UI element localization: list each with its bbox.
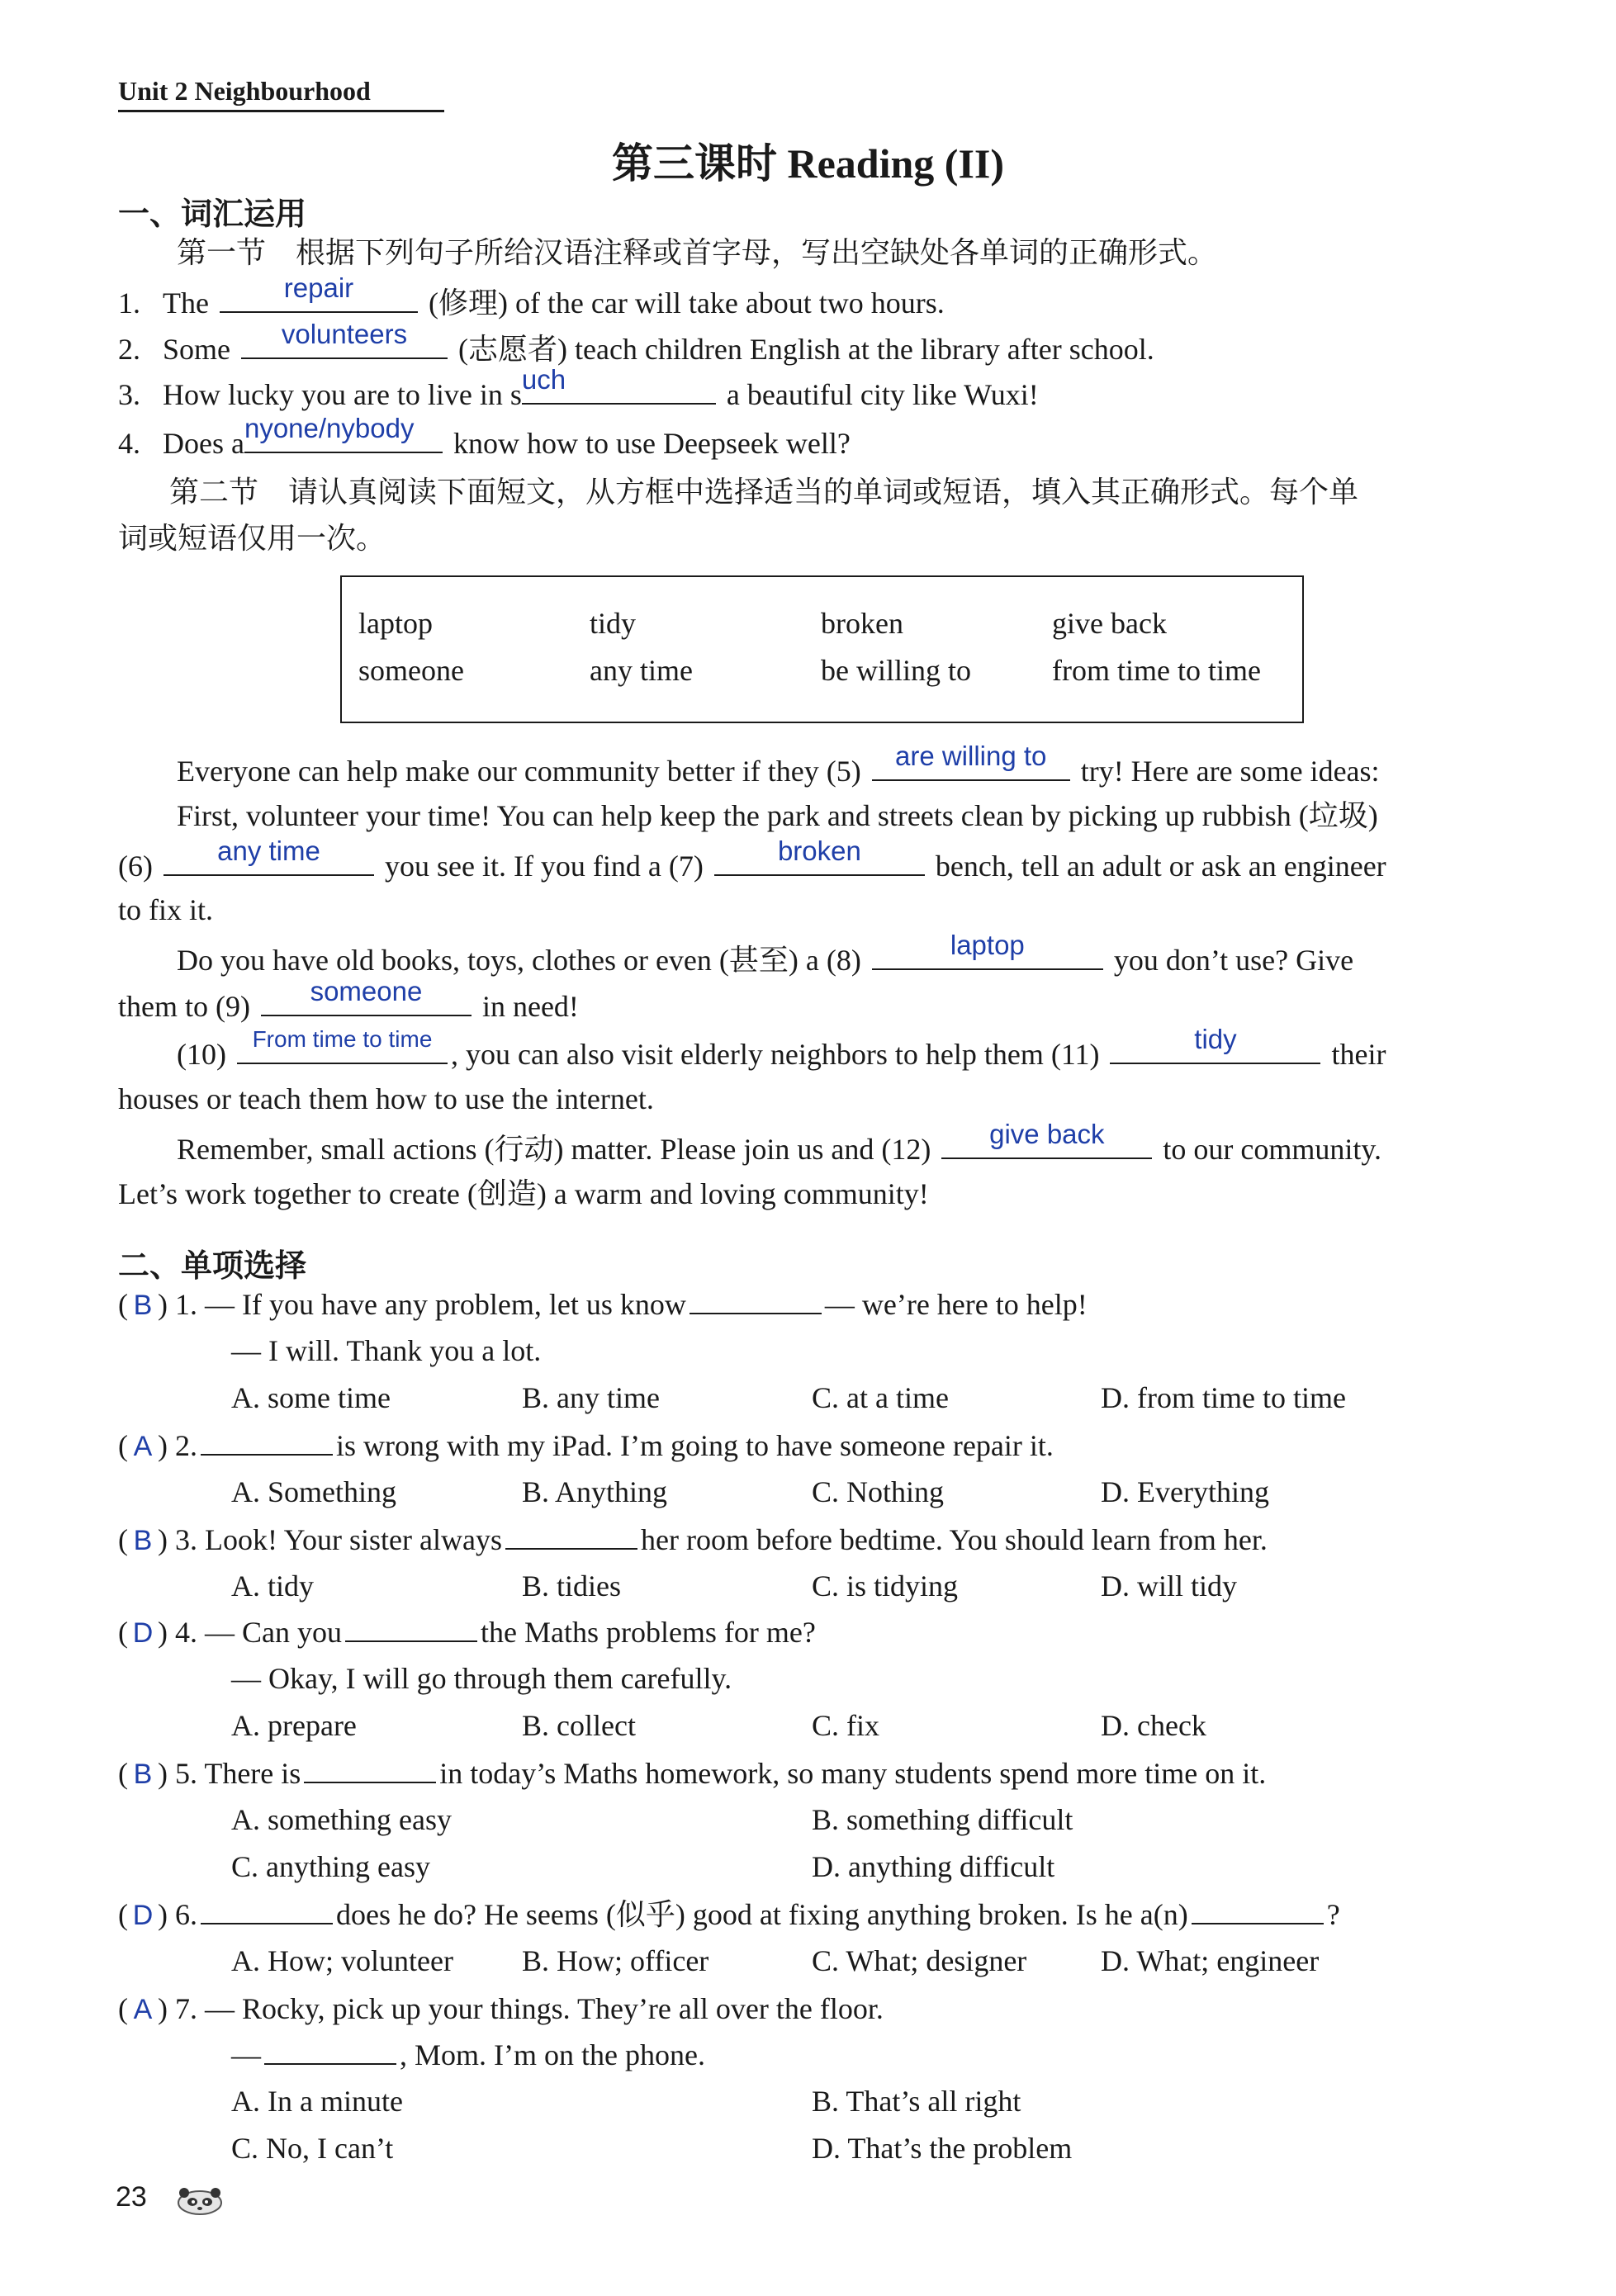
answer-blank[interactable] bbox=[220, 272, 418, 313]
part2-instruction-1: 第二节 请认真阅读下面短文，从方框中选择适当的单词或短语，填入其正确形式。每个单 bbox=[169, 476, 1359, 509]
mc-option[interactable]: C. What; designer bbox=[812, 1944, 1027, 1977]
mc-blank bbox=[201, 1898, 333, 1924]
mc-question-7-reply: — , Mom. I’m on the phone. bbox=[231, 2038, 705, 2071]
mc-option[interactable]: C. fix bbox=[812, 1709, 880, 1742]
mc-option[interactable]: D. anything difficult bbox=[812, 1850, 1055, 1883]
mc-question-7: ( A ) 7. — Rocky, pick up your things. They’re all over the floor. bbox=[118, 1991, 884, 2028]
mc-question-2: ( A ) 2. is wrong with my iPad. I’m going to have someone repair it. bbox=[118, 1427, 1054, 1465]
mc-blank bbox=[1192, 1898, 1324, 1924]
word-box-item: any time bbox=[590, 654, 693, 687]
unit-header: Unit 2 Neighbourhood bbox=[118, 76, 371, 106]
answer-blank-6[interactable]: any time bbox=[163, 846, 374, 876]
mc-option[interactable]: C. Nothing bbox=[812, 1475, 945, 1508]
mc-blank bbox=[690, 1288, 822, 1314]
section1-heading: 一、词汇运用 bbox=[118, 197, 307, 232]
answer-blank-7[interactable]: broken bbox=[714, 846, 925, 876]
mc-option[interactable]: B. How; officer bbox=[522, 1944, 709, 1977]
answer-blank-5[interactable]: are willing to bbox=[872, 751, 1070, 781]
mc-option[interactable]: B. something difficult bbox=[812, 1803, 1073, 1836]
mc-option[interactable]: A. Something bbox=[231, 1475, 397, 1508]
passage-line-4: to fix it. bbox=[118, 893, 213, 926]
page-number: 23 bbox=[116, 2181, 147, 2213]
word-box-item: someone bbox=[358, 654, 464, 687]
word-box-item: tidy bbox=[590, 607, 637, 640]
mc-option[interactable]: D. check bbox=[1101, 1709, 1206, 1742]
passage-line-10: Let’s work together to create (创造) a warm and loving community! bbox=[118, 1177, 929, 1210]
mc-option[interactable]: B. That’s all right bbox=[812, 2085, 1021, 2118]
mc-question-5: ( B ) 5. There is in today’s Maths homework, so many students spend more time on it. bbox=[118, 1755, 1266, 1792]
word-box-item: give back bbox=[1052, 607, 1167, 640]
mc-blank bbox=[505, 1523, 637, 1550]
mc-blank bbox=[304, 1757, 436, 1783]
panda-mascot-icon bbox=[175, 2185, 225, 2216]
mc-option[interactable]: B. tidies bbox=[522, 1569, 622, 1602]
mc-option[interactable]: A. How; volunteer bbox=[231, 1944, 453, 1977]
mc-option[interactable]: C. No, I can’t bbox=[231, 2132, 394, 2165]
answer-blank-11[interactable]: tidy bbox=[1110, 1034, 1320, 1064]
passage-line-9: Remember, small actions (行动) matter. Please join us and (12) give back to our community. bbox=[177, 1119, 1381, 1166]
part1-instruction: 第一节 根据下列句子所给汉语注释或首字母，写出空缺处各单词的正确形式。 bbox=[177, 236, 1218, 269]
mc-option[interactable]: C. anything easy bbox=[231, 1850, 430, 1883]
mc-option[interactable]: B. collect bbox=[522, 1709, 636, 1742]
answer-blank[interactable] bbox=[241, 319, 448, 359]
answer-blank-10[interactable]: From time to time bbox=[237, 1034, 448, 1064]
vocab-item-1: 1. The repair (修理) of the car will take about two hours. bbox=[118, 283, 945, 321]
mc-option[interactable]: D. from time to time bbox=[1101, 1381, 1346, 1414]
mc-option[interactable]: A. something easy bbox=[231, 1803, 452, 1836]
answer-blank-8[interactable]: laptop bbox=[872, 940, 1103, 970]
answer-blank-12[interactable]: give back bbox=[941, 1129, 1152, 1159]
mc-answer-2[interactable]: A bbox=[133, 1431, 153, 1462]
word-box-item: be willing to bbox=[821, 654, 971, 687]
mc-option[interactable]: A. tidy bbox=[231, 1569, 315, 1602]
word-box-item: laptop bbox=[358, 607, 433, 640]
word-box bbox=[340, 575, 1304, 723]
vocab-answer-1: repair bbox=[283, 272, 354, 303]
passage-line-2: First, volunteer your time! You can help keep the park and streets clean by picking up rubbish (垃圾) bbox=[177, 799, 1378, 832]
mc-option[interactable]: D. That’s the problem bbox=[812, 2132, 1073, 2165]
mc-option[interactable]: B. Anything bbox=[522, 1475, 668, 1508]
mc-option[interactable]: A. some time bbox=[231, 1381, 391, 1414]
mc-option[interactable]: D. will tidy bbox=[1101, 1569, 1238, 1602]
answer-blank[interactable] bbox=[244, 413, 443, 453]
mc-answer-4[interactable]: D bbox=[132, 1617, 154, 1649]
mc-option[interactable]: D. What; engineer bbox=[1101, 1944, 1320, 1977]
part2-instruction-2: 词或短语仅用一次。 bbox=[118, 522, 386, 555]
header-underline bbox=[118, 110, 444, 112]
mc-blank bbox=[264, 2038, 396, 2065]
answer-blank-9[interactable]: someone bbox=[261, 987, 472, 1016]
mc-question-3: ( B ) 3. Look! Your sister always her room before bedtime. You should learn from her. bbox=[118, 1522, 1268, 1559]
mc-answer-5[interactable]: B bbox=[133, 1759, 153, 1790]
mc-answer-7[interactable]: A bbox=[133, 1994, 153, 2025]
mc-option[interactable]: D. Everything bbox=[1101, 1475, 1269, 1508]
passage-line-3: (6) any time you see it. If you find a (7) broken bench, tell an adult or ask an engineer bbox=[118, 836, 1386, 883]
mc-question-4-reply: — Okay, I will go through them carefully. bbox=[231, 1662, 732, 1695]
passage-line-7: (10) From time to time , you can also visit elderly neighbors to help them (11) tidy their bbox=[177, 1024, 1386, 1071]
mc-blank bbox=[345, 1616, 477, 1642]
mc-option[interactable]: B. any time bbox=[522, 1381, 660, 1414]
mc-blank bbox=[201, 1429, 333, 1456]
mc-question-1: ( B ) 1. — If you have any problem, let us know — we’re here to help! bbox=[118, 1286, 1088, 1323]
passage-line-8: houses or teach them how to use the internet. bbox=[118, 1082, 654, 1115]
mc-option[interactable]: C. is tidying bbox=[812, 1569, 959, 1602]
vocab-item-2: 2. Some volunteers (志愿者) teach children English at the library after school. bbox=[118, 329, 1154, 367]
mc-option[interactable]: A. In a minute bbox=[231, 2085, 403, 2118]
vocab-item-3: 3. How lucky you are to live in s uch a beautiful city like Wuxi! bbox=[118, 375, 1039, 413]
passage-line-1: Everyone can help make our community better if they (5) are willing to try! Here are some ideas: bbox=[177, 741, 1380, 788]
passage-line-5: Do you have old books, toys, clothes or even (甚至) a (8) laptop you don’t use? Give bbox=[177, 930, 1354, 977]
mc-question-1-reply: — I will. Thank you a lot. bbox=[231, 1334, 542, 1367]
passage-line-6: them to (9) someone in need! bbox=[118, 976, 579, 1023]
mc-option[interactable]: A. prepare bbox=[231, 1709, 357, 1742]
answer-blank[interactable] bbox=[521, 364, 716, 405]
mc-answer-6[interactable]: D bbox=[132, 1900, 154, 1931]
word-box-item: from time to time bbox=[1052, 654, 1261, 687]
vocab-answer-3: uch bbox=[521, 364, 566, 395]
vocab-answer-2: volunteers bbox=[281, 319, 408, 349]
vocab-item-4: 4. Does a nyone/nybody know how to use Deepseek well? bbox=[118, 424, 851, 462]
section2-heading: 二、单项选择 bbox=[118, 1249, 307, 1284]
mc-option[interactable]: C. at a time bbox=[812, 1381, 949, 1414]
mc-answer-1[interactable]: B bbox=[133, 1290, 153, 1321]
page-title: 第三课时 Reading (II) bbox=[611, 140, 1005, 187]
mc-question-6: ( D ) 6. does he do? He seems (似乎) good at fixing anything broken. Is he a(n) ? bbox=[118, 1896, 1340, 1934]
vocab-answer-4: nyone/nybody bbox=[244, 413, 415, 443]
mc-answer-3[interactable]: B bbox=[133, 1525, 153, 1556]
mc-question-4: ( D ) 4. — Can you the Maths problems for me? bbox=[118, 1614, 816, 1651]
word-box-item: broken bbox=[821, 607, 903, 640]
